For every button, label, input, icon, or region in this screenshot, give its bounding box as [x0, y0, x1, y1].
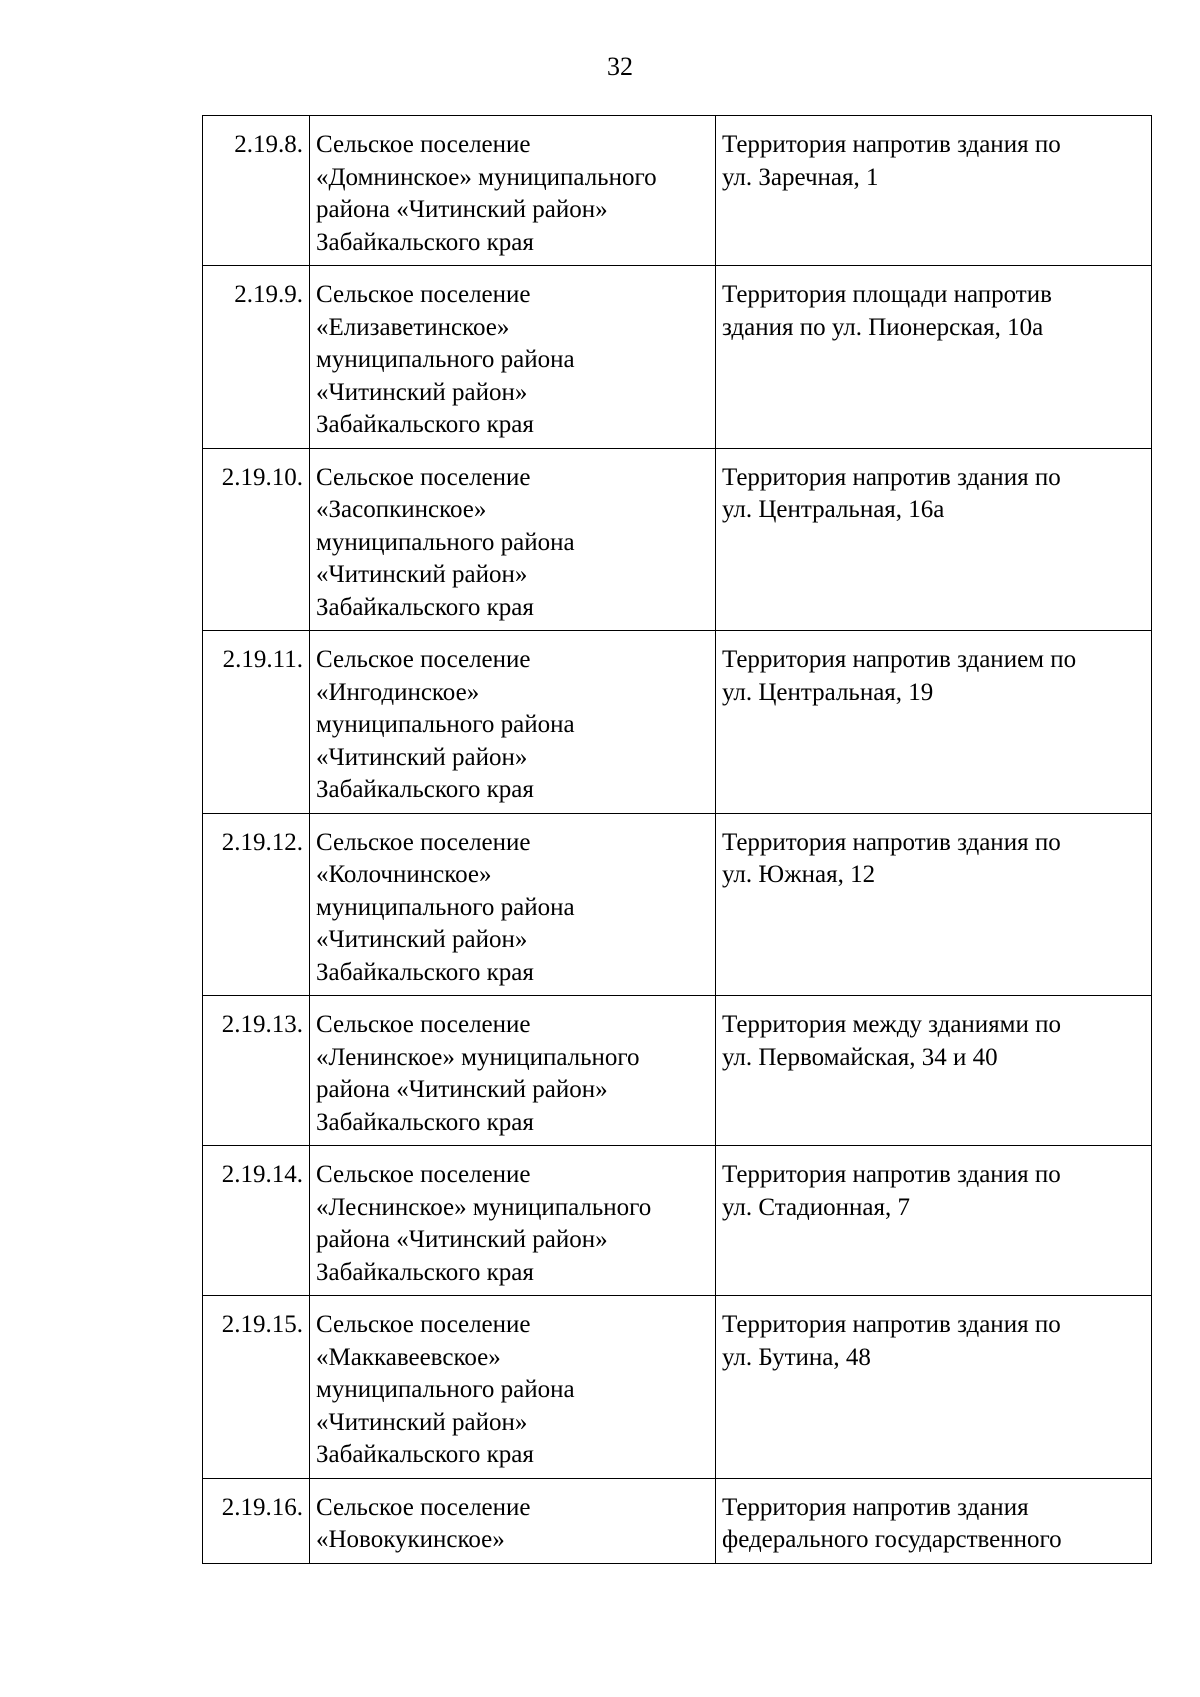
territory-line: Территория между зданиями по — [722, 1011, 1062, 1038]
settlement-name — [310, 116, 716, 266]
settlement-name-line: Забайкальского края — [316, 593, 534, 621]
territory-line: федерального государственного — [722, 1526, 1062, 1553]
settlement-name — [310, 996, 716, 1146]
settlement-name-line: «Новокукинское» — [316, 1526, 505, 1553]
settlement-name-line: «Маккавеевское» — [316, 1343, 501, 1371]
settlement-name-line: «Елизаветинское» — [316, 313, 510, 341]
settlement-name — [310, 448, 716, 631]
table-row — [203, 1296, 1152, 1479]
settlement-name-line: «Читинский район» — [316, 561, 528, 588]
settlement-name-line: Сельское поселение — [316, 1011, 531, 1038]
settlement-name-line: «Засопкинское» — [316, 496, 487, 523]
settlement-name-line: Забайкальского края — [316, 958, 534, 986]
territory-line: ул. Заречная, 1 — [722, 163, 879, 191]
territory-description — [716, 1296, 1152, 1479]
settlement-name-line: муниципального района — [316, 1376, 575, 1403]
page-number: 32 — [607, 52, 633, 81]
territory-description — [716, 448, 1152, 631]
settlement-name-line: Сельское поселение — [316, 1493, 531, 1521]
settlement-name-line: «Ленинское» муниципального — [316, 1043, 640, 1071]
territory-line: Территория напротив здания по — [722, 463, 1061, 491]
settlement-name-line: района «Читинский район» — [316, 196, 608, 223]
territory-description — [716, 813, 1152, 996]
settlement-name-line: Сельское поселение — [316, 1311, 531, 1338]
territory-description — [716, 631, 1152, 814]
settlements-table — [202, 115, 1152, 1564]
settlement-name-line: «Домнинское» муниципального — [316, 163, 657, 191]
settlement-name-line: Забайкальского края — [316, 1258, 534, 1286]
territory-line: ул. Центральная, 19 — [722, 678, 934, 706]
territory-line: ул. Стадионная, 7 — [722, 1193, 911, 1221]
settlement-name-line: Забайкальского края — [316, 411, 534, 438]
settlement-name-line: «Читинский район» — [316, 926, 528, 953]
table-row — [203, 1478, 1152, 1563]
settlement-name-line: Сельское поселение — [316, 463, 531, 491]
territory-line: Территория площади напротив — [722, 281, 1052, 308]
settlement-name-line: «Читинский район» — [316, 743, 528, 771]
territory-line: здания по ул. Пионерская, 10а — [722, 313, 1044, 341]
territory-description — [716, 266, 1152, 449]
settlement-name — [310, 1296, 716, 1479]
settlement-name-line: «Читинский район» — [316, 1408, 528, 1436]
settlement-name-line: Забайкальского края — [316, 1441, 534, 1468]
settlement-name-line: Забайкальского края — [316, 776, 534, 803]
settlement-name-line: района «Читинский район» — [316, 1076, 608, 1103]
settlement-name-line: «Колочнинское» — [316, 861, 492, 888]
territory-line: ул. Южная, 12 — [722, 861, 876, 888]
row-number: 2.19.15. — [203, 1296, 310, 1479]
settlement-name-line: «Ингодинское» — [316, 678, 480, 706]
settlement-name-line: Забайкальского края — [316, 1108, 534, 1136]
settlement-name — [310, 1478, 716, 1563]
settlement-name-line: Сельское поселение — [316, 281, 531, 308]
settlement-name — [310, 813, 716, 996]
settlement-name-line: «Леснинское» муниципального — [316, 1193, 652, 1221]
settlement-name-line: Сельское поселение — [316, 131, 531, 158]
table-row — [203, 1146, 1152, 1296]
territory-line: Территория напротив здания — [722, 1493, 1029, 1521]
row-number: 2.19.16. — [203, 1478, 310, 1563]
settlement-name-line: «Читинский район» — [316, 378, 528, 406]
settlement-name-line: района «Читинский район» — [316, 1226, 608, 1253]
row-number: 2.19.13. — [203, 996, 310, 1146]
settlement-name-line: Сельское поселение — [316, 1161, 531, 1188]
territory-line: ул. Первомайская, 34 и 40 — [722, 1043, 998, 1071]
row-number: 2.19.14. — [203, 1146, 310, 1296]
territory-line: Территория напротив здания по — [722, 828, 1061, 856]
settlement-name-line: муниципального района — [316, 528, 575, 556]
territory-line: ул. Бутина, 48 — [722, 1343, 871, 1371]
territory-line: Территория напротив здания по — [722, 131, 1061, 158]
settlement-name-line: Забайкальского края — [316, 228, 534, 256]
territory-line: Территория напротив зданием по — [722, 646, 1077, 673]
settlement-name — [310, 266, 716, 449]
table-row — [203, 448, 1152, 631]
territory-description — [716, 996, 1152, 1146]
table-body — [203, 116, 1152, 1564]
settlement-name-line: Сельское поселение — [316, 646, 531, 673]
settlement-name — [310, 631, 716, 814]
territory-description — [716, 1478, 1152, 1563]
territory-line: Территория напротив здания по — [722, 1311, 1061, 1338]
table-row — [203, 116, 1152, 266]
table-row — [203, 996, 1152, 1146]
settlement-name-line: муниципального района — [316, 711, 575, 738]
table-row — [203, 631, 1152, 814]
row-number: 2.19.9. — [203, 266, 310, 449]
territory-description — [716, 116, 1152, 266]
row-number: 2.19.11. — [203, 631, 310, 814]
territory-line: ул. Центральная, 16а — [722, 496, 945, 523]
territory-description — [716, 1146, 1152, 1296]
table-row — [203, 266, 1152, 449]
settlement-name-line: муниципального района — [316, 893, 575, 921]
row-number: 2.19.10. — [203, 448, 310, 631]
settlement-name-line: муниципального района — [316, 346, 575, 373]
row-number: 2.19.8. — [203, 116, 310, 266]
settlement-name — [310, 1146, 716, 1296]
settlement-name-line: Сельское поселение — [316, 828, 531, 856]
territory-line: Территория напротив здания по — [722, 1161, 1061, 1188]
table-row — [203, 813, 1152, 996]
row-number: 2.19.12. — [203, 813, 310, 996]
